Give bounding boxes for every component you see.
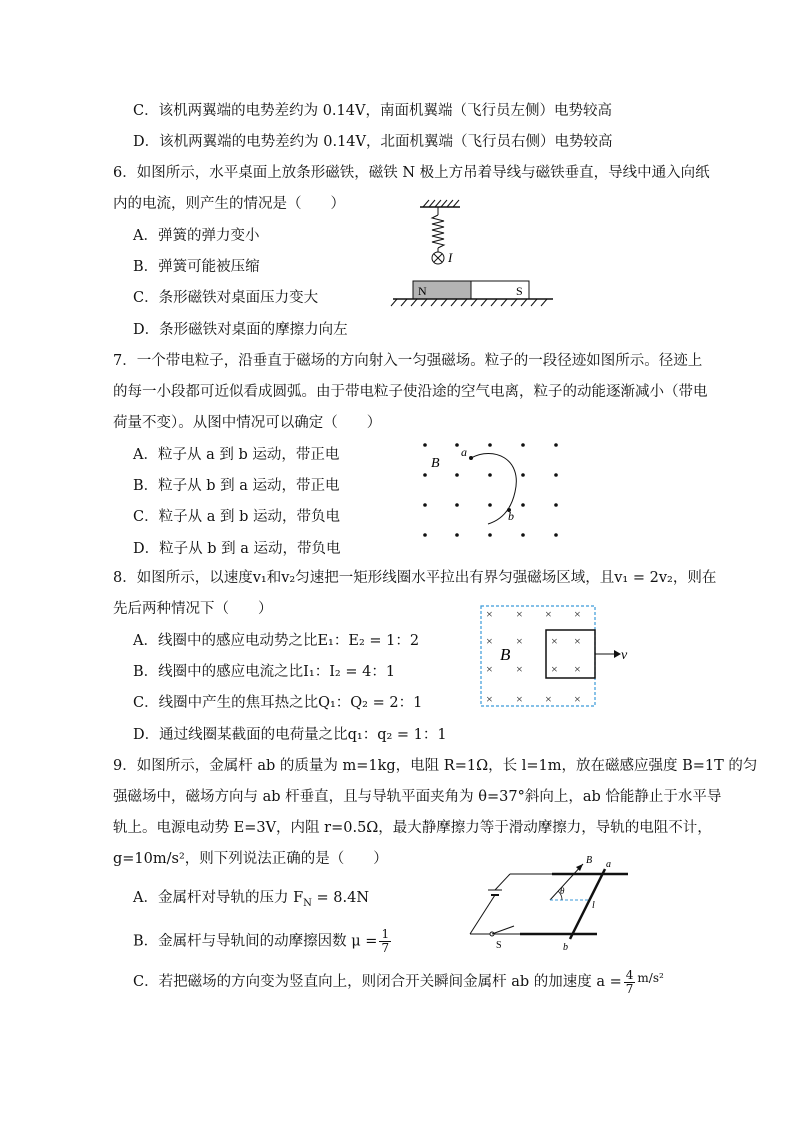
- q9-option-c-unit: m/s²: [637, 971, 664, 985]
- q9-option-c-numerator: 4: [625, 967, 634, 982]
- q9-rod-a-label: a: [606, 859, 611, 870]
- q9-option-a: [133, 888, 369, 914]
- q9-rod-b-label: b: [563, 942, 568, 953]
- q8-stem-line1: 8．如图所示，以速度v₁和v₂匀速把一矩形线圈水平拉出有界匀强磁场区域，且v₁ = 2v₂，则在: [113, 570, 717, 586]
- q8-option-a: A．线圈中的感应电动势之比E₁：E₂ = 1：2: [133, 633, 420, 649]
- q6-stem-line2: 内的电流，则产生的情况是（ ）: [113, 196, 345, 212]
- q9-stem-line3: 轨上。电源电动势 E=3V，内阻 r=0.5Ω，最大静摩擦力等于滑动摩擦力，导轨的电阻不计，: [113, 820, 712, 836]
- q6-magnet-figure: [385, 195, 555, 315]
- q8-cross: ×: [574, 692, 581, 706]
- q9-option-c: [133, 968, 664, 996]
- q6-stem-line1: 6．如图所示，水平桌面上放条形磁铁，磁铁 N 极上方吊着导线与磁铁垂直，导线中通入向纸: [113, 165, 710, 181]
- q7-particle-figure: [415, 438, 565, 543]
- q8-cross: ×: [574, 662, 581, 676]
- q7-field-label: B: [431, 456, 440, 471]
- q8-field-label: B: [500, 645, 511, 664]
- q9-option-c-fraction: [624, 969, 636, 996]
- q8-cross: ×: [516, 607, 523, 621]
- q5-option-c: C．该机两翼端的电势差约为 0.14V，南面机翼端（飞行员左侧）电势较高: [133, 103, 612, 119]
- q8-cross: ×: [545, 692, 552, 706]
- q9-option-c-denominator: 7: [625, 981, 634, 996]
- q8-option-b: B．线圈中的感应电流之比I₁：I₂ = 4：1: [133, 664, 396, 680]
- q9-angle-label: θ: [560, 886, 565, 896]
- q8-cross: ×: [486, 662, 493, 676]
- q8-cross: ×: [486, 634, 493, 648]
- q9-option-b-denominator: 7: [381, 941, 390, 955]
- q8-cross: ×: [516, 662, 523, 676]
- q6-option-b: B．弹簧可能被压缩: [133, 259, 260, 275]
- q7-point-b: b: [508, 509, 514, 523]
- q8-cross: ×: [486, 607, 493, 621]
- q8-cross: ×: [516, 692, 523, 706]
- q8-cross: ×: [574, 607, 581, 621]
- q6-option-c: C．条形磁铁对桌面压力变大: [133, 290, 319, 306]
- q9-option-a-text: A．金属杆对导轨的压力 F: [133, 890, 304, 906]
- q8-cross: ×: [545, 607, 552, 621]
- q7-stem-line1: 7．一个带电粒子，沿垂直于磁场的方向射入一匀强磁场。粒子的一段径迹如图所示。径迹上: [113, 353, 703, 369]
- q8-cross: ×: [486, 692, 493, 706]
- q7-point-a: a: [461, 445, 467, 459]
- q7-option-a: A．粒子从 a 到 b 运动，带正电: [133, 447, 340, 463]
- q8-cross: ×: [551, 634, 558, 648]
- q9-stem-line1: 9．如图所示，金属杆 ab 的质量为 m=1kg，电阻 R=1Ω，长 l=1m，放在磁感应强度 B=1T 的匀: [113, 758, 758, 774]
- q9-option-b-fraction: [379, 928, 391, 955]
- q8-coil-figure: [478, 603, 638, 709]
- q6-option-d: D．条形磁铁对桌面的摩擦力向左: [133, 322, 348, 338]
- q9-rail-figure: [462, 850, 637, 955]
- q9-option-c-text: C．若把磁场的方向变为竖直向上，则闭合开关瞬间金属杆 ab 的加速度 a =: [133, 974, 622, 990]
- q8-velocity-label: v: [621, 648, 628, 663]
- q5-option-d: D．该机两翼端的电势差约为 0.14V，北面机翼端（飞行员右侧）电势较高: [133, 134, 613, 150]
- q8-cross: ×: [574, 634, 581, 648]
- q9-stem-line4: g=10m/s²，则下列说法正确的是（ ）: [113, 851, 388, 867]
- q6-current-label: I: [448, 250, 453, 265]
- q7-stem-line3: 荷量不变）。从图中情况可以确定（ ）: [113, 415, 382, 431]
- q6-south-label: S: [516, 284, 523, 298]
- q6-option-a: A．弹簧的弹力变小: [133, 228, 260, 244]
- q9-option-b: [133, 928, 393, 955]
- q8-option-c: C．线圈中产生的焦耳热之比Q₁：Q₂ = 2：1: [133, 695, 423, 711]
- q9-option-b-text: B．金属杆与导轨间的动摩擦因数 μ =: [133, 933, 378, 950]
- q7-stem-line2: 的每一小段都可近似看成圆弧。由于带电粒子使沿途的空气电离，粒子的动能逐渐减小（带电: [113, 384, 708, 400]
- q7-option-c: C．粒子从 a 到 b 运动，带负电: [133, 509, 340, 525]
- q9-option-a-value: = 8.4N: [311, 890, 370, 906]
- q9-length-label: l: [592, 900, 595, 911]
- q9-stem-line2: 强磁场中，磁场方向与 ab 杆垂直，且与导轨平面夹角为 θ=37°斜向上，ab 恰能静止于水平导: [113, 789, 722, 805]
- q8-stem-line2: 先后两种情况下（ ）: [113, 601, 273, 617]
- q7-option-d: D．粒子从 b 到 a 运动，带负电: [133, 541, 341, 557]
- q8-option-d: D．通过线圈某截面的电荷量之比q₁：q₂ = 1：1: [133, 727, 447, 743]
- q8-cross: ×: [551, 662, 558, 676]
- q7-option-b: B．粒子从 b 到 a 运动，带正电: [133, 478, 340, 494]
- q9-option-a-sub: N: [303, 897, 312, 909]
- q9-option-b-numerator: 1: [381, 927, 390, 941]
- q6-north-label: N: [418, 284, 427, 298]
- q9-field-label: B: [586, 855, 593, 866]
- q8-cross: ×: [516, 634, 523, 648]
- q9-switch-label: S: [496, 940, 502, 951]
